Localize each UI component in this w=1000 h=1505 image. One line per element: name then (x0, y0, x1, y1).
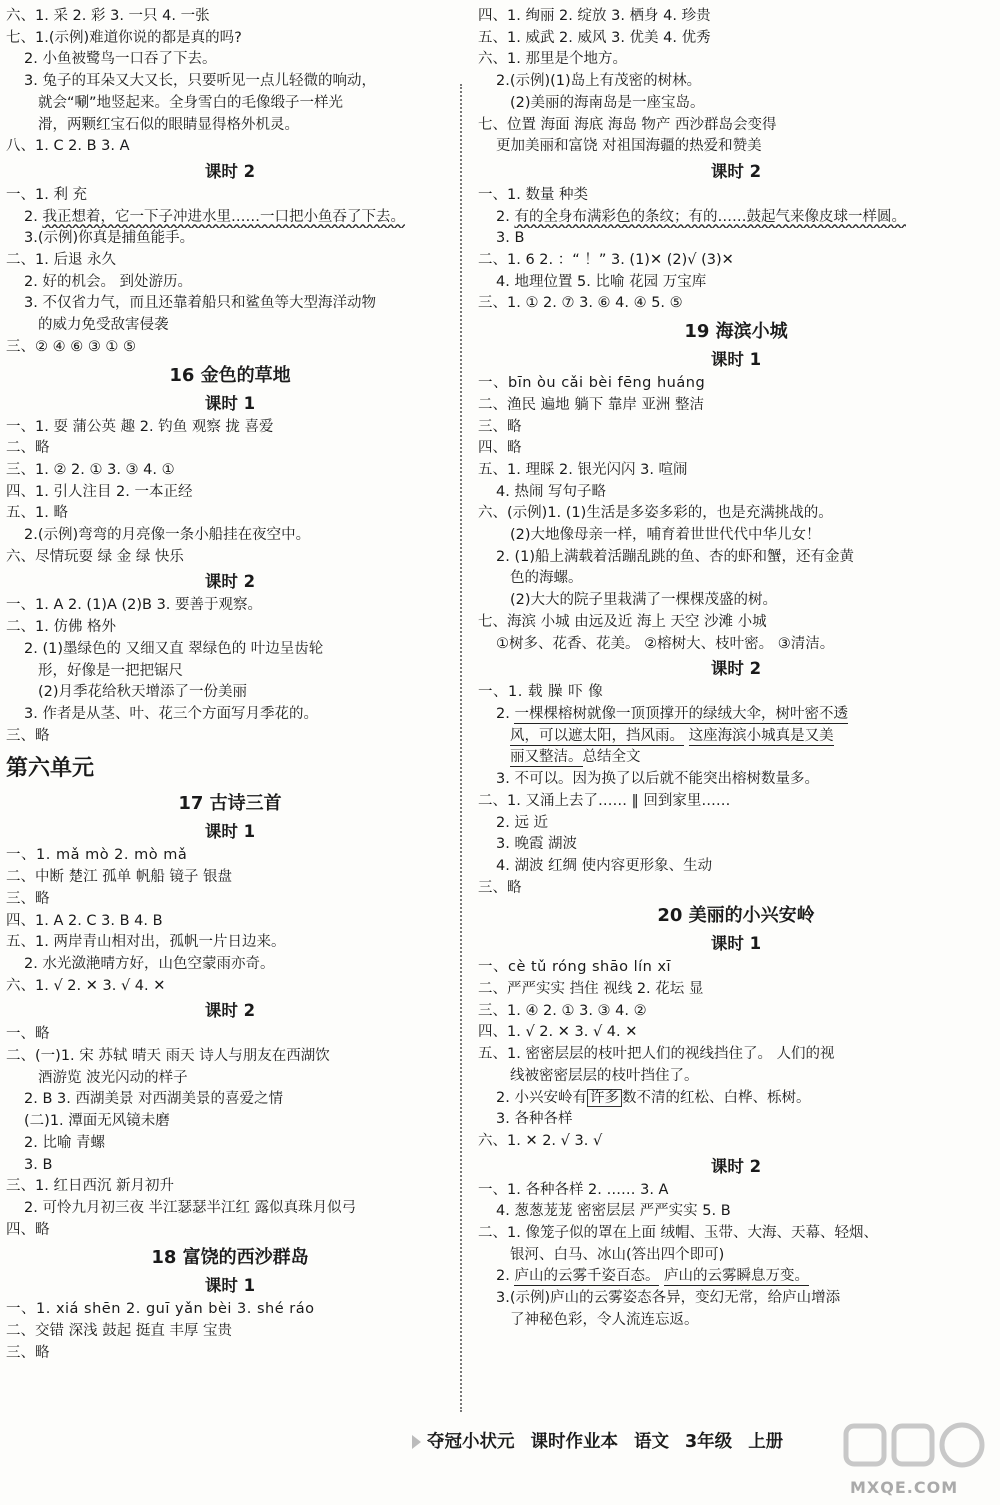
period-heading: 课时 2 (710, 161, 762, 181)
answer-line: 五、1. 两岸青山相对出，孤帆一片日边来。 (6, 934, 286, 951)
underlined-text: 这座海滨小城真是又美 (688, 727, 834, 744)
answer-line: 二、(一)1. 宋 苏轼 晴天 雨天 诗人与朋友在西湖饮 (6, 1048, 330, 1065)
text-segment: 2. (496, 208, 515, 225)
answer-line: 四、1. A 2. C 3. B 4. B (6, 912, 163, 929)
footer-book: 课时作业本 (530, 1432, 618, 1452)
answer-line: 六、1. 那里是个地方。 (478, 51, 627, 68)
answer-line (478, 747, 994, 769)
period-heading: 课时 2 (204, 572, 256, 592)
period-heading: 课时 2 (204, 161, 256, 181)
answer-line (478, 1266, 994, 1288)
answer-line: 3. 兔子的耳朵又大又长，只要听见一点儿轻微的响动， (24, 73, 376, 90)
boxed-word: 许多 (587, 1089, 622, 1107)
unit-title: 第六单元 (6, 756, 95, 782)
period-heading: 课时 1 (204, 822, 256, 842)
answer-line: 二、1. 像笼子似的罩在上面 绒帽、玉带、大海、天幕、轻烟、 (478, 1225, 879, 1242)
answer-line: 六、(示例)1. (1)生活是多姿多彩的，也是充满挑战的。 (478, 505, 833, 522)
underlined-text: 我正想着，它一下子冲进水里……一口把小鱼吞了下去。 (42, 208, 405, 225)
answer-line: 更加美丽和富饶 对祖国海疆的热爱和赞美 (496, 138, 762, 155)
footer-term: 上册 (748, 1432, 784, 1452)
period-heading: 课时 2 (710, 659, 762, 679)
answer-line: 线被密密层层的枝叶挡住了。 (510, 1067, 699, 1084)
answer-line: 2. (1)墨绿色的 又细又直 翠绿色的 叶边呈齿轮 (24, 640, 324, 657)
answer-line: 六、1. ✕ 2. √ 3. √ (478, 1132, 603, 1149)
watermark-text: MXQE.COM (850, 1478, 959, 1497)
answer-line: 一、1. A 2. (1)A (2)B 3. 要善于观察。 (6, 597, 263, 614)
answer-line: 2. 好的机会。 到处游历。 (24, 273, 193, 290)
text-segment: 2. (24, 208, 43, 225)
answer-line: 滑，两颗红宝石似的眼睛显得格外机灵。 (38, 116, 299, 133)
answer-line: 三、略 (6, 890, 50, 907)
text-segment: 总结全文 (582, 749, 641, 766)
answer-line: 二、1. 又涌上去了…… ‖ 回到家里…… (478, 792, 731, 809)
footer-brand: 夺冠小状元 (427, 1432, 515, 1452)
answer-line: 2. (1)船上满载着活蹦乱跳的鱼、杏的虾和蟹，还有金黄 (496, 548, 854, 565)
answer-line: 色的海螺。 (510, 570, 583, 587)
period-heading: 课时 2 (710, 1156, 762, 1176)
answer-line: 3. B (24, 1156, 53, 1173)
answer-line: 二、1. 6 2. ：“ ！” 3. (1)✕ (2)√ (3)✕ (478, 252, 734, 269)
answer-line: 2. 小鱼被鹭鸟一口吞了下去。 (24, 51, 217, 68)
answer-line: 2.(示例)(1)岛上有茂密的树林。 (496, 73, 702, 90)
answer-line (478, 726, 994, 748)
answer-line (6, 207, 454, 229)
answer-line: 三、1. 红日西沉 新月初升 (6, 1178, 175, 1195)
answer-line: 2.(示例)弯弯的月亮像一条小船挂在夜空中。 (24, 527, 311, 544)
answer-line: (2)月季花给秋天增添了一份美丽 (38, 684, 248, 701)
answer-line: 3. 晚霞 湖波 (496, 836, 578, 853)
answer-line: 五、1. 威武 2. 威风 3. 优美 4. 优秀 (478, 29, 711, 46)
underlined-text: 庐山的云雾瞬息万变。 (664, 1268, 810, 1285)
answer-line: 七、海滨 小城 由远及近 海上 天空 沙滩 小城 (478, 613, 767, 630)
answer-line: 一、1. 耍 蒲公英 趣 2. 钓鱼 观察 拢 喜爱 (6, 418, 274, 435)
answer-line: (二)1. 潭面无风镜未磨 (24, 1113, 170, 1130)
answer-line: 形，好像是一把把锯尺 (38, 662, 183, 679)
answer-line: 4. 湖波 红绸 使内容更形象、生动 (496, 857, 713, 874)
answer-line: 3. 不可以。因为换了以后就不能突出榕树数量多。 (496, 771, 819, 788)
answer-line: 一、1. mǎ mò 2. mò mǎ (6, 847, 188, 864)
answer-line: 三、略 (6, 727, 50, 744)
answer-line (478, 207, 994, 229)
answer-line: 七、1.(示例)难道你说的都是真的吗? (6, 29, 242, 46)
answer-line: 一、bīn òu cǎi bèi fēng huáng (478, 375, 706, 392)
answer-line: 六、尽情玩耍 绿 金 绿 快乐 (6, 548, 184, 565)
answer-line: 一、1. 数量 种类 (478, 186, 589, 203)
lesson-title: 17 古诗三首 (178, 793, 282, 815)
answer-line: 3.(示例)你真是捕鱼能手。 (24, 230, 195, 247)
answer-line: 五、1. 略 (6, 505, 68, 522)
arrow-icon (412, 1435, 421, 1449)
answer-line: 就会“唰”地竖起来。全身雪白的毛像缎子一样光 (38, 94, 344, 111)
underlined-text: 一棵棵榕树就像一顶顶撑开的绿绒大伞，树叶密不透 (514, 705, 848, 722)
answer-line: 七、位置 海面 海底 海岛 物产 西沙群岛会变得 (478, 116, 777, 133)
answer-line: 3.(示例)庐山的云雾姿态各异，变幻无常，给庐山增添 (496, 1290, 841, 1307)
answer-line: 了神秘色彩，令人流连忘返。 (510, 1311, 699, 1328)
underlined-text: 有的全身布满彩色的条纹；有的……鼓起气来像皮球一样圆。 (514, 208, 906, 225)
answer-line: 二、1. 后退 永久 (6, 252, 117, 269)
answer-line: 三、1. ④ 2. ① 3. ③ 4. ② (478, 1002, 647, 1019)
answer-line: 银河、白马、冰山(答出四个即可) (510, 1246, 725, 1263)
answer-line: 四、1. 绚丽 2. 绽放 3. 栖身 4. 珍贵 (478, 8, 711, 24)
footer-subject: 语文 (634, 1432, 669, 1452)
answer-line: 3. 不仅省力气，而且还靠着船只和鲨鱼等大型海洋动物 (24, 295, 376, 312)
underlined-text: 庐山的云雾千姿百态。 (514, 1268, 660, 1285)
answer-line: 三、略 (6, 1344, 50, 1361)
answer-line: 4. 葱葱茏茏 密密层层 严严实实 5. B (496, 1203, 731, 1220)
answer-line: 二、渔民 遍地 躺下 靠岸 亚洲 整洁 (478, 396, 705, 413)
text-segment: 数不清的红松、白桦、栎树。 (621, 1089, 811, 1106)
text-segment: 2. 小兴安岭有 (496, 1089, 587, 1106)
answer-line: 一、1. 各种各样 2. …… 3. A (478, 1181, 669, 1198)
answer-line: 四、略 (6, 1221, 50, 1238)
underlined-text: 丽又整洁。 (510, 749, 583, 766)
answer-line: 三、1. ② 2. ① 3. ③ 4. ① (6, 461, 175, 478)
lesson-title: 16 金色的草地 (169, 364, 291, 386)
answer-line: 四、略 (478, 440, 522, 457)
right-column (478, 6, 994, 1332)
answer-line: 二、略 (6, 440, 50, 457)
lesson-title: 18 富饶的西沙群岛 (151, 1247, 309, 1269)
answer-line: 五、1. 密密层层的枝叶把人们的视线挡住了。 人们的视 (478, 1046, 835, 1063)
answer-line: 四、1. 引人注目 2. 一本正经 (6, 483, 193, 500)
answer-line: 三、略 (478, 418, 522, 435)
answer-line: ①树多、花香、花美。 ②榕树大、枝叶密。 ③清洁。 (496, 635, 835, 652)
answer-line: (2)大地像母亲一样，哺育着世世代代中华儿女！ (510, 527, 821, 544)
answer-line: 3. 各种各样 (496, 1111, 573, 1128)
answer-line: 3. 作者是从茎、叶、花三个方面写月季花的。 (24, 705, 318, 722)
answer-line: 3. B (496, 230, 525, 247)
answer-line: (2)美丽的海南岛是一座宝岛。 (510, 94, 705, 111)
answer-line: 2. B 3. 西湖美景 对西湖美景的喜爱之情 (24, 1091, 284, 1108)
period-heading: 课时 1 (204, 393, 256, 413)
answer-line: 4. 热闹 写句子略 (496, 483, 607, 500)
text-segment (684, 728, 689, 744)
answer-line: 三、1. ① 2. ⑦ 3. ⑥ 4. ④ 5. ⑤ (478, 295, 683, 312)
answer-line: 四、1. √ 2. ✕ 3. √ 4. ✕ (478, 1024, 638, 1041)
answer-line: 三、② ④ ⑥ ③ ① ⑤ (6, 338, 137, 355)
answer-line: 六、1. 采 2. 彩 3. 一只 4. 一张 (6, 8, 210, 24)
text-segment: 2. (496, 1268, 515, 1285)
answer-line: 二、1. 仿佛 格外 (6, 619, 117, 636)
answer-line: 六、1. √ 2. ✕ 3. √ 4. ✕ (6, 977, 166, 994)
answer-line: 2. 远 近 (496, 814, 549, 831)
answer-line: 4. 地理位置 5. 比喻 花园 万宝库 (496, 273, 707, 290)
answer-line: 八、1. C 2. B 3. A (6, 138, 130, 155)
answer-line: 一、略 (6, 1026, 50, 1043)
answer-line: 酒游览 波光闪动的样子 (38, 1069, 188, 1086)
answer-line: 一、1. 载 臊 吓 像 (478, 684, 604, 701)
period-heading: 课时 2 (204, 1001, 256, 1021)
answer-line: 一、cè tǔ róng shāo lín xī (478, 959, 672, 976)
left-column (6, 6, 454, 1364)
answer-line: 二、交错 深浅 鼓起 挺直 丰厚 宝贵 (6, 1323, 233, 1340)
period-heading: 课时 1 (710, 350, 762, 370)
answer-line: 的威力免受敌害侵袭 (38, 317, 169, 334)
period-heading: 课时 1 (204, 1276, 256, 1296)
footer-grade: 3年级 (685, 1432, 733, 1452)
answer-line: 2. 水光潋滟晴方好，山色空蒙雨亦奇。 (24, 955, 275, 972)
lesson-title: 19 海滨小城 (684, 321, 788, 343)
answer-line: 2. 比喻 青螺 (24, 1134, 106, 1151)
text-segment: 2. (496, 705, 515, 722)
answer-line: 五、1. 理睬 2. 银光闪闪 3. 喧闹 (478, 461, 688, 478)
answer-line: 一、1. 利 充 (6, 186, 88, 203)
answer-line (478, 1088, 994, 1110)
answer-line: 三、略 (478, 879, 522, 896)
answer-line: (2)大大的院子里栽满了一棵棵茂盛的树。 (510, 592, 778, 609)
answer-line: 2. 可怜九月初三夜 半江瑟瑟半江红 露似真珠月似弓 (24, 1199, 357, 1216)
answer-line: 二、中断 楚江 孤单 帆船 镜子 银盘 (6, 869, 233, 886)
underlined-text: 风，可以遮太阳，挡风雨。 (510, 727, 684, 744)
answer-line: 一、1. xiá shēn 2. guī yǎn bèi 3. shé ráo (6, 1301, 315, 1318)
answer-line (478, 704, 994, 726)
answer-line: 二、严严实实 挡住 视线 2. 花坛 显 (478, 981, 704, 998)
column-divider (460, 84, 462, 1412)
lesson-title: 20 美丽的小兴安岭 (657, 905, 815, 927)
period-heading: 课时 1 (710, 934, 762, 954)
